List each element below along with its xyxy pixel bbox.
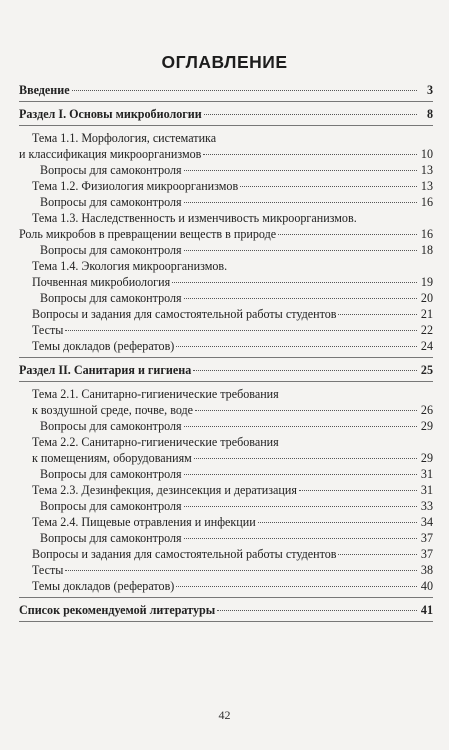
toc-entry-title: Тема 1.4. Экология микроорганизмов.: [32, 259, 228, 273]
toc-entry-title: Список рекомендуемой литературы: [19, 603, 216, 617]
toc-entry: [19, 290, 433, 306]
toc-entry: [19, 178, 433, 194]
toc-entry-title: Тесты: [32, 323, 64, 337]
toc-entry: [19, 338, 433, 354]
toc-entry-title: Вопросы для самоконтроля: [40, 291, 182, 305]
dot-leader: [176, 346, 417, 347]
dot-leader: [240, 186, 417, 187]
page-title: ОГЛАВЛЕНИЕ: [161, 52, 288, 72]
toc-entry-page: 21: [420, 307, 433, 321]
dot-leader: [338, 314, 417, 315]
toc-entry-title: Вопросы и задания для самостоятельной работы студентов: [32, 547, 337, 561]
toc-entry-page: 33: [420, 499, 433, 513]
toc-entry: [19, 602, 433, 618]
toc-entry-title: Тесты: [32, 563, 64, 577]
toc-entry: [19, 226, 433, 242]
toc-entry-page: 13: [420, 163, 433, 177]
toc-entry-page: 19: [420, 275, 433, 289]
dot-leader: [258, 522, 417, 523]
toc-entry-title: Тема 1.2. Физиология микроорганизмов: [32, 179, 239, 193]
toc-entry-title: Темы докладов (рефератов): [32, 339, 175, 353]
dot-leader: [204, 114, 417, 115]
toc-entry-title: Почвенная микробиология: [32, 275, 171, 289]
toc-entry-title: Тема 2.3. Дезинфекция, дезинсекция и дератизация: [32, 483, 297, 497]
toc-entry: [19, 242, 433, 258]
toc-entry-page: 40: [420, 579, 433, 593]
section-divider: [19, 101, 433, 102]
toc-entry: [19, 258, 433, 274]
toc-entry: [19, 482, 433, 498]
toc-entry: [19, 322, 433, 338]
toc-entry: [19, 434, 433, 450]
toc-entry-title: Раздел II. Санитария и гигиена: [19, 363, 192, 377]
dot-leader: [184, 426, 417, 427]
toc-entry: [19, 530, 433, 546]
toc-entry: [19, 130, 433, 146]
toc-entry-title: Вопросы для самоконтроля: [40, 467, 182, 481]
toc-entry-title: Тема 2.1. Санитарно-гигиенические требования: [32, 387, 279, 401]
dot-leader: [184, 298, 417, 299]
dot-leader: [184, 170, 417, 171]
toc-entry-title: Вопросы для самоконтроля: [40, 531, 182, 545]
toc-entry: [19, 562, 433, 578]
toc-entry-page: 29: [420, 451, 433, 465]
dot-leader: [195, 410, 417, 411]
dot-leader: [65, 570, 417, 571]
toc-entry-title: Роль микробов в превращении веществ в природе: [19, 227, 277, 241]
toc-entry-page: 29: [420, 419, 433, 433]
dot-leader: [194, 458, 417, 459]
dot-leader: [184, 250, 417, 251]
dot-leader: [193, 370, 417, 371]
toc-entry-page: 20: [420, 291, 433, 305]
toc-entry-title: Раздел I. Основы микробиологии: [19, 107, 202, 121]
toc-entry: [19, 402, 433, 418]
page-number: 42: [218, 708, 231, 722]
toc-entry-page: 31: [420, 483, 433, 497]
toc-entry: [19, 274, 433, 290]
toc-entry-title: Вопросы для самоконтроля: [40, 419, 182, 433]
toc-entry-title: и классификация микроорганизмов: [19, 147, 202, 161]
section-divider: [19, 621, 433, 622]
section-divider: [19, 357, 433, 358]
toc-entry-page: 34: [420, 515, 433, 529]
toc-entry-title: Тема 1.3. Наследственность и изменчивость микроорганизмов.: [32, 211, 357, 225]
toc-entry: [19, 418, 433, 434]
toc-entry: [19, 82, 433, 98]
toc-entry: [19, 106, 433, 122]
toc-entry-title: Введение: [19, 83, 70, 97]
toc-entry: [19, 162, 433, 178]
toc-entry-title: Темы докладов (рефератов): [32, 579, 175, 593]
toc-entry-title: Вопросы для самоконтроля: [40, 195, 182, 209]
dot-leader: [184, 202, 417, 203]
dot-leader: [72, 90, 417, 91]
dot-leader: [176, 586, 417, 587]
dot-leader: [278, 234, 417, 235]
toc-entry-page: 13: [420, 179, 433, 193]
toc-entry-title: к воздушной среде, почве, воде: [32, 403, 194, 417]
toc-entry-title: Тема 2.4. Пищевые отравления и инфекции: [32, 515, 256, 529]
toc-entry: [19, 210, 433, 226]
toc-entry-page: 37: [420, 547, 433, 561]
toc-entry-page: 8: [426, 107, 433, 121]
section-divider: [19, 381, 433, 382]
toc-entry-page: 31: [420, 467, 433, 481]
toc-entry-page: 10: [420, 147, 433, 161]
toc-entry-page: 16: [420, 227, 433, 241]
toc-entry: [19, 546, 433, 562]
toc-entry-page: 3: [426, 83, 433, 97]
toc-entry-page: 26: [420, 403, 433, 417]
dot-leader: [299, 490, 417, 491]
toc-entry: [19, 146, 433, 162]
dot-leader: [184, 506, 417, 507]
dot-leader: [338, 554, 417, 555]
toc-entry: [19, 450, 433, 466]
toc-entry-page: 18: [420, 243, 433, 257]
toc-entry: [19, 306, 433, 322]
dot-leader: [217, 610, 417, 611]
toc-entry: [19, 578, 433, 594]
toc-entry: [19, 386, 433, 402]
toc-entry-title: Тема 1.1. Морфология, систематика: [32, 131, 217, 145]
toc-entry: [19, 466, 433, 482]
dot-leader: [184, 474, 417, 475]
toc-entry: [19, 514, 433, 530]
toc-entry-title: Вопросы для самоконтроля: [40, 163, 182, 177]
toc-entry-title: Вопросы для самоконтроля: [40, 243, 182, 257]
table-of-contents: [19, 82, 433, 626]
toc-entry-title: к помещениям, оборудованиям: [32, 451, 192, 465]
toc-entry-page: 25: [420, 363, 433, 377]
dot-leader: [184, 538, 417, 539]
toc-entry: [19, 498, 433, 514]
toc-entry-page: 38: [420, 563, 433, 577]
dot-leader: [203, 154, 417, 155]
toc-entry-page: 22: [420, 323, 433, 337]
toc-entry-page: 16: [420, 195, 433, 209]
dot-leader: [172, 282, 417, 283]
toc-entry-title: Тема 2.2. Санитарно-гигиенические требования: [32, 435, 279, 449]
toc-entry-page: 37: [420, 531, 433, 545]
toc-entry: [19, 194, 433, 210]
toc-entry-page: 24: [420, 339, 433, 353]
toc-entry-title: Вопросы и задания для самостоятельной работы студентов: [32, 307, 337, 321]
toc-entry-title: Вопросы для самоконтроля: [40, 499, 182, 513]
section-divider: [19, 125, 433, 126]
toc-entry: [19, 362, 433, 378]
section-divider: [19, 597, 433, 598]
dot-leader: [65, 330, 417, 331]
toc-entry-page: 41: [420, 603, 433, 617]
